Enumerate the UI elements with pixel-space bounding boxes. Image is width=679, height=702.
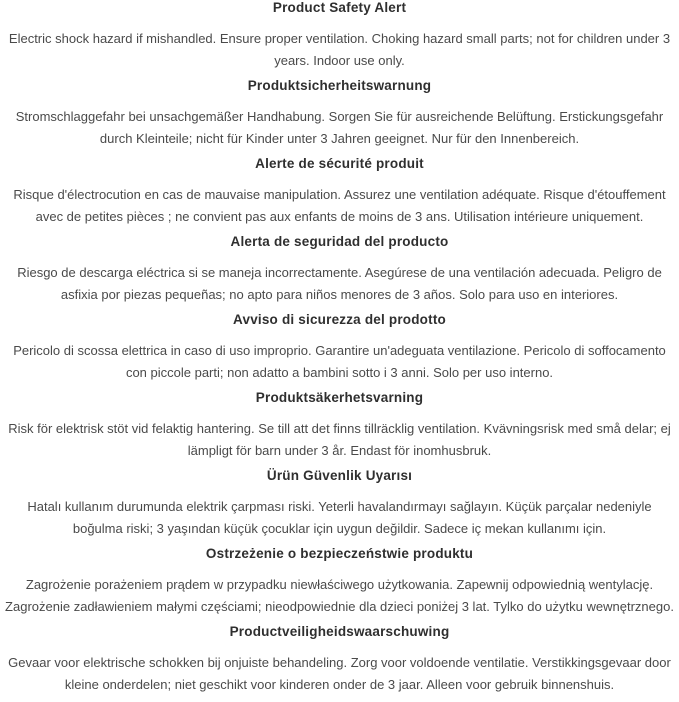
section-body-polish: Zagrożenie porażeniem prądem w przypadku niewłaściwego użytkowania. Zapewnij odpowiednią wentylację. Zagrożenie zadławieniem małymi częściami; nieodpowiednie dla dzieci poniżej 3 lat. Tylko do użytku wewnętrznego. bbox=[5, 577, 674, 614]
safety-alert-section-french bbox=[3, 156, 676, 228]
safety-alert-section-german bbox=[3, 78, 676, 150]
section-heading-french: Alerte de sécurité produit bbox=[255, 156, 424, 171]
section-heading-italian: Avviso di sicurezza del prodotto bbox=[233, 312, 446, 327]
section-heading-swedish: Produktsäkerhetsvarning bbox=[255, 390, 424, 405]
section-body-italian: Pericolo di scossa elettrica in caso di uso improprio. Garantire un'adeguata ventilazione. Pericolo di soffocamento con piccole parti; non adatto a bambini sotto i 3 anni. Solo per uso interno. bbox=[13, 343, 666, 380]
safety-alert-section-polish bbox=[3, 546, 676, 618]
section-body-dutch: Gevaar voor elektrische schokken bij onjuiste behandeling. Zorg voor voldoende ventilatie. Verstikkingsgevaar door kleine onderdelen; niet geschikt voor kinderen onder de 3 jaar. Alleen voor gebruik binnenshuis. bbox=[8, 655, 671, 692]
section-heading-dutch: Productveiligheidswaarschuwing bbox=[229, 624, 450, 639]
safety-alert-section-swedish bbox=[3, 390, 676, 462]
section-heading-turkish: Ürün Güvenlik Uyarısı bbox=[266, 468, 413, 483]
section-body-turkish: Hatalı kullanım durumunda elektrik çarpması riski. Yeterli havalandırmayı sağlayın. Küçük parçalar nedeniyle boğulma riski; 3 yaşından küçük çocuklar için uygun değildir. Sadece iç mekan kullanımı için. bbox=[27, 499, 652, 536]
safety-alert-section-turkish bbox=[3, 468, 676, 540]
section-heading-english: Product Safety Alert bbox=[272, 0, 407, 15]
section-body-swedish: Risk för elektrisk stöt vid felaktig hantering. Se till att det finns tillräcklig ventilation. Kvävningsrisk med små delar; ej lämpligt för barn under 3 år. Endast för inomhusbruk. bbox=[8, 421, 671, 458]
section-body-english: Electric shock hazard if mishandled. Ensure proper ventilation. Choking hazard small parts; not for children under 3 years. Indoor use only. bbox=[8, 31, 671, 68]
section-body-french: Risque d'électrocution en cas de mauvaise manipulation. Assurez une ventilation adéquate. Risque d'étouffement avec de petites pièces ; ne convient pas aux enfants de moins de 3 ans. Utilisation intérieure uniquement. bbox=[13, 187, 666, 224]
section-body-spanish: Riesgo de descarga eléctrica si se maneja incorrectamente. Asegúrese de una ventilación adecuada. Peligro de asfixia por piezas pequeñas; no apto para niños menores de 3 años. Solo para uso en interiores. bbox=[17, 265, 662, 302]
safety-alert-section-dutch bbox=[3, 624, 676, 696]
section-heading-spanish: Alerta de seguridad del producto bbox=[230, 234, 449, 249]
section-body-german: Stromschlaggefahr bei unsachgemäßer Handhabung. Sorgen Sie für ausreichende Belüftung. Erstickungsgefahr durch Kleinteile; nicht für Kinder unter 3 Jahren geeignet. Nur für den Innenbereich. bbox=[15, 109, 664, 146]
section-heading-german: Produktsicherheitswarnung bbox=[247, 78, 432, 93]
safety-alert-section-english bbox=[3, 0, 676, 72]
section-heading-polish: Ostrzeżenie o bezpieczeństwie produktu bbox=[205, 546, 474, 561]
safety-alert-section-spanish bbox=[3, 234, 676, 306]
safety-alert-section-italian bbox=[3, 312, 676, 384]
